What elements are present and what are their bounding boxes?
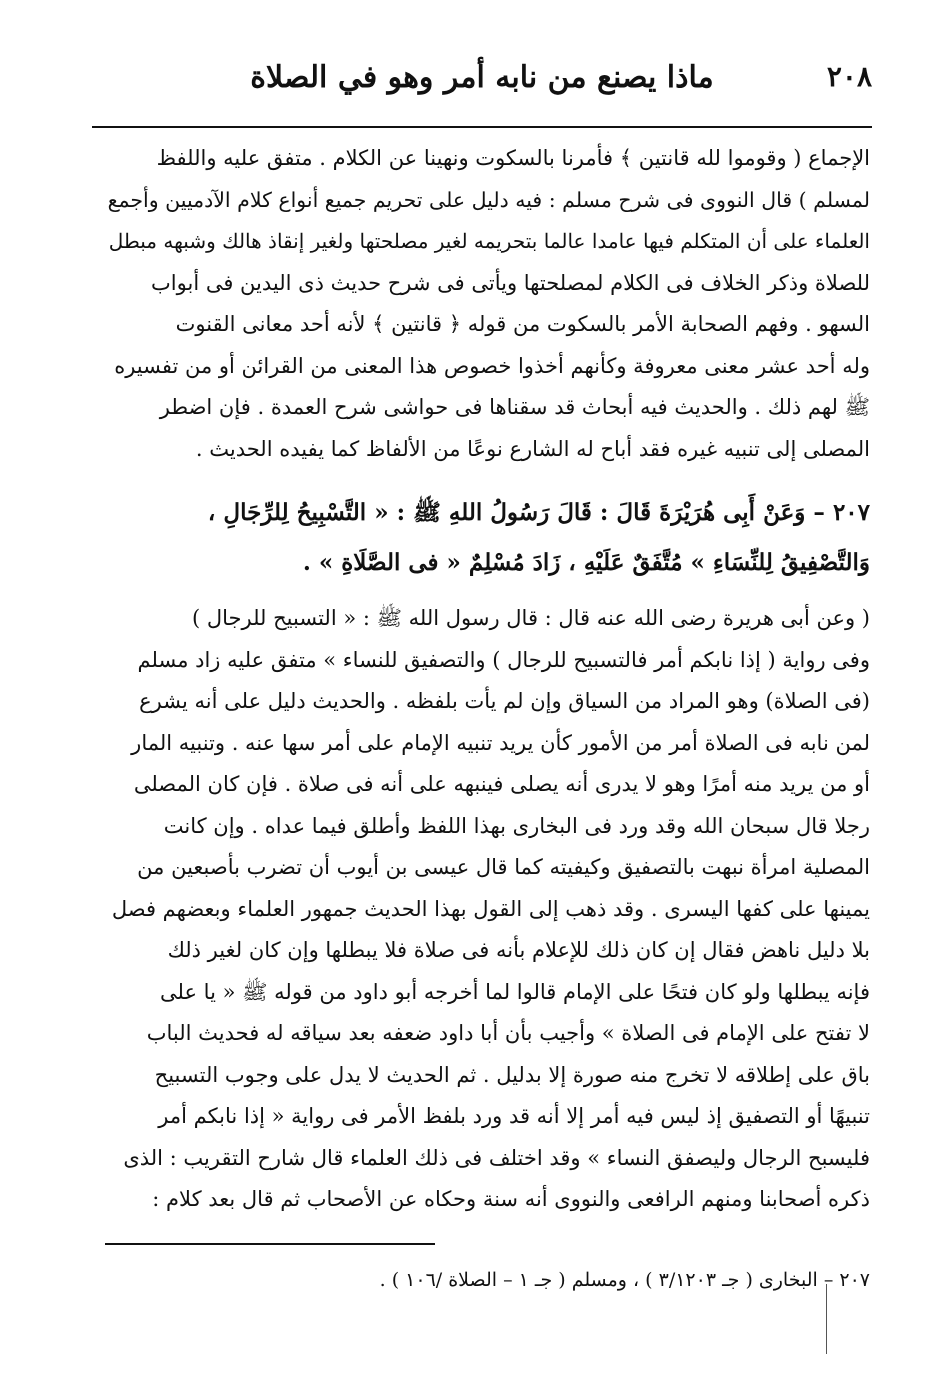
text-line: أو من يريد منه أمرًا وهو لا يدرى أنه يصلى فينبهه على أنه فى صلاة . فإن كان المصلى (133, 772, 870, 796)
text-line: المصلى إلى تنبيه غيره فقد أباح له الشارع نوعًا من الألفاظ كما يفيده الحديث . (195, 436, 870, 461)
text-line: المصلية امرأة نبهت بالتصفيق وكيفيته كما قال عيسى بن أيوب أن تضرب بأصبعين من (137, 855, 870, 879)
text-line: تنبيهًا أو التصفيق إذ ليس فيه أمر إلا أنه قد ورد بلفظ الأمر فى رواية « إذا نابكم أمر (158, 1104, 870, 1128)
text-line: وله أحد عشر معنى معروفة وكأنهم أخذوا خصوص هذا المعنى من القرائن أو من تفسيره (114, 353, 870, 378)
margin-mark (826, 1284, 827, 1354)
text-line: ذكره أصحابنا ومنهم الرافعى والنووى أنه سنة وحكاه عن الأصحاب ثم قال بعد كلام : (152, 1187, 870, 1211)
footnote-rule (105, 1243, 435, 1245)
text-line: (فى الصلاة) وهو المراد من السياق وإن لم يأت بلفظه . والحديث دليل على أنه يشرع (139, 689, 870, 713)
text-line: وفى رواية ( إذا نابكم أمر فالتسبيح للرجال ) والتصفيق للنساء » متفق عليه زاد مسلم (137, 647, 870, 672)
text-line: فليسبح الرجال وليصفق النساء » وقد اختلف فى ذلك العلماء قال شارح التقريب : الذى (123, 1145, 870, 1170)
text-line: ( وعن أبى هريرة رضى الله عنه قال : قال رسول الله ﷺ : « التسبيح للرجال ) (192, 606, 870, 630)
running-title: ماذا يصنع من نابه أمر وهو في الصلاة (250, 60, 714, 95)
text-line: بلا دليل ناهض فقال إن كان ذلك للإعلام بأنه فى صلاة فلا يبطلها وإن كان لغير ذلك (167, 938, 870, 962)
text-line: رجلا قال سبحان الله وقد ورد فى البخارى بهذا اللفظ وأطلق فيما عداه . وإن كانت (163, 813, 870, 838)
commentary-block-2 (92, 598, 870, 1221)
hadith-line: ٢٠٧ – وَعَنْ أَبِى هُرَيْرَةَ قَالَ : قَالَ رَسُولُ اللهِ ﷺ : « التَّسْبِيحُ لِلرِّجَالِ ، (207, 499, 870, 526)
text-line: لمن نابه فى الصلاة أمر من الأمور كأن يريد تنبيه الإمام على أمر سها عنه . وتنبيه المار (131, 730, 870, 755)
text-line: السهو . وفهم الصحابة الأمر بالسكوت من قوله ﴿ قانتين ﴾ لأنه أحد معانى القنوت (175, 312, 870, 336)
text-line: لا تفتح على الإمام فى الصلاة » وأجيب بأن أبا داود ضعفه بعد سياقه له فحديث الباب (146, 1021, 870, 1045)
text-line: يمينها على كفها اليسرى . وقد ذهب إلى القول بهذا الحديث جمهور العلماء وبعضهم فصل (111, 896, 870, 921)
page-number: ٢٠٨ (826, 60, 872, 93)
header-rule (92, 126, 872, 128)
hadith-text (92, 488, 870, 588)
page-header (92, 56, 872, 104)
commentary-block-1 (92, 138, 870, 470)
text-line: للصلاة وذكر الخلاف فى الكلام لمصلحتها ويأتى فى شرح حديث ذى اليدين فى أبواب (151, 270, 870, 295)
hadith-line: وَالتَّصْفِيقُ لِلنِّسَاءِ » مُتَّفَقٌ عَلَيْهِ ، زَادَ مُسْلِمٌ « فى الصَّلَاةِ » . (302, 549, 870, 576)
text-line: فإنه يبطلها ولو كان فتحًا على الإمام قالوا لما أخرجه أبو داود من قوله ﷺ « يا على (160, 979, 870, 1004)
text-line: العلماء على أن المتكلم فيها عامدا عالما بتحريمه لغير مصلحتها ولغير إنقاذ هالك وشبهه مبطل (108, 229, 870, 253)
text-line: لمسلم ) قال النووى فى شرح مسلم : فيه دليل على تحريم جميع أنواع كلام الآدميين وأجمع (107, 187, 870, 212)
text-line: ﷺ لهم ذلك . والحديث فيه أبحاث قد سقناها فى حواشى شرح العمدة . فإن اضطر (159, 395, 870, 419)
footnote: ٢٠٧ – البخارى ( جـ ٣/١٢٠٣ ) ، ومسلم ( جـ ١ – الصلاة /١٠٦ ) . (379, 1269, 870, 1291)
text-line: باق على إطلاقه لا تخرج منه صورة إلا بدليل . ثم الحديث لا يدل على وجوب التسبيح (154, 1062, 870, 1087)
text-line: الإجماع ( وقوموا لله قانتين ﴾ فأمرنا بالسكوت ونهينا عن الكلام . متفق عليه واللفظ (156, 146, 870, 170)
